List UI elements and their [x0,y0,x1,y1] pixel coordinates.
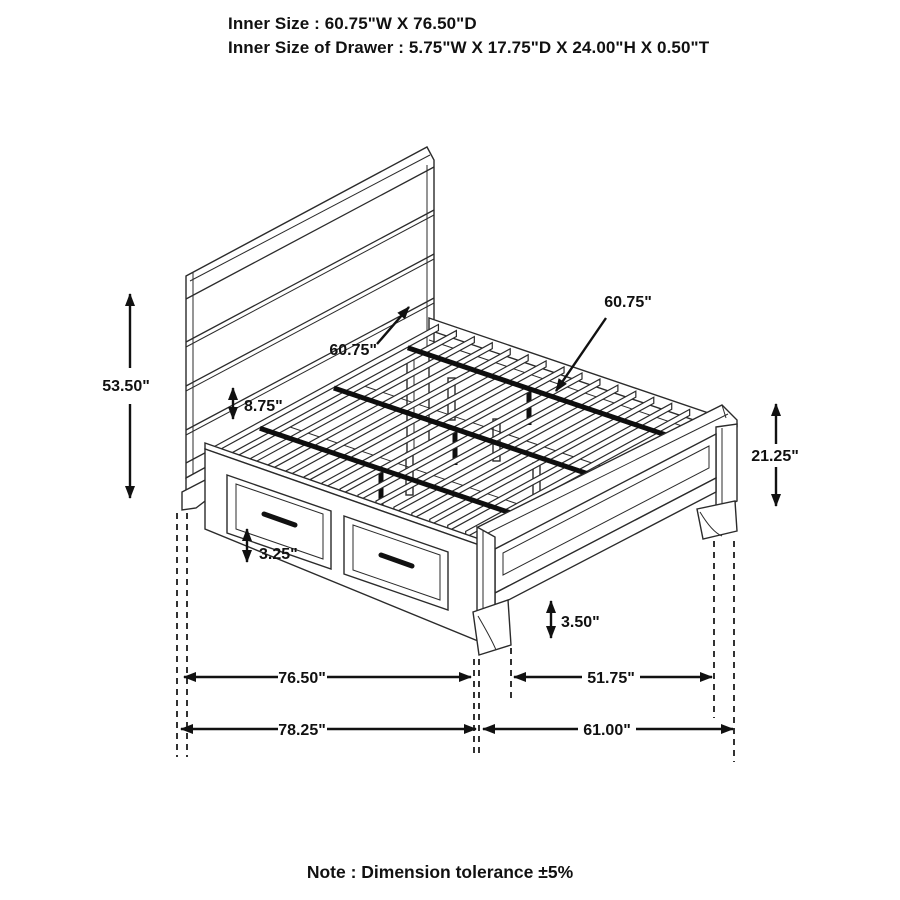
overall-length-label: 78.25" [278,722,326,739]
footboard-height-label: 21.25" [751,448,799,465]
headboard-height-label: 53.50" [102,378,150,395]
inner-size-text: Inner Size : 60.75"W X 76.50"D [228,14,477,33]
drawer-face-label: 3.25" [259,546,298,563]
tolerance-note: Note : Dimension tolerance ±5% [306,862,574,882]
dim-footboard-height [751,404,799,506]
dim-overall-width [483,722,733,739]
overall-width-label: 61.00" [583,722,631,739]
footboard-span-label: 51.75" [587,670,635,687]
inner-width-foot-label: 60.75" [604,294,652,311]
footboard-back-post [716,424,737,511]
dim-inner-length [184,670,471,687]
drawer-size-text: Inner Size of Drawer : 5.75"W X 17.75"D X 24.00"H X 0.50"T [228,38,710,57]
headboard-rail-label: 8.75" [244,398,283,415]
dim-headboard-height [102,294,150,498]
dim-footboard-span [514,670,712,687]
inner-length-label: 76.50" [278,670,326,687]
dim-overall-length [181,722,476,739]
dim-footboard-leg [551,601,600,638]
footboard-leg-label: 3.50" [561,614,600,631]
inner-width-head-label: 60.75" [329,342,377,359]
